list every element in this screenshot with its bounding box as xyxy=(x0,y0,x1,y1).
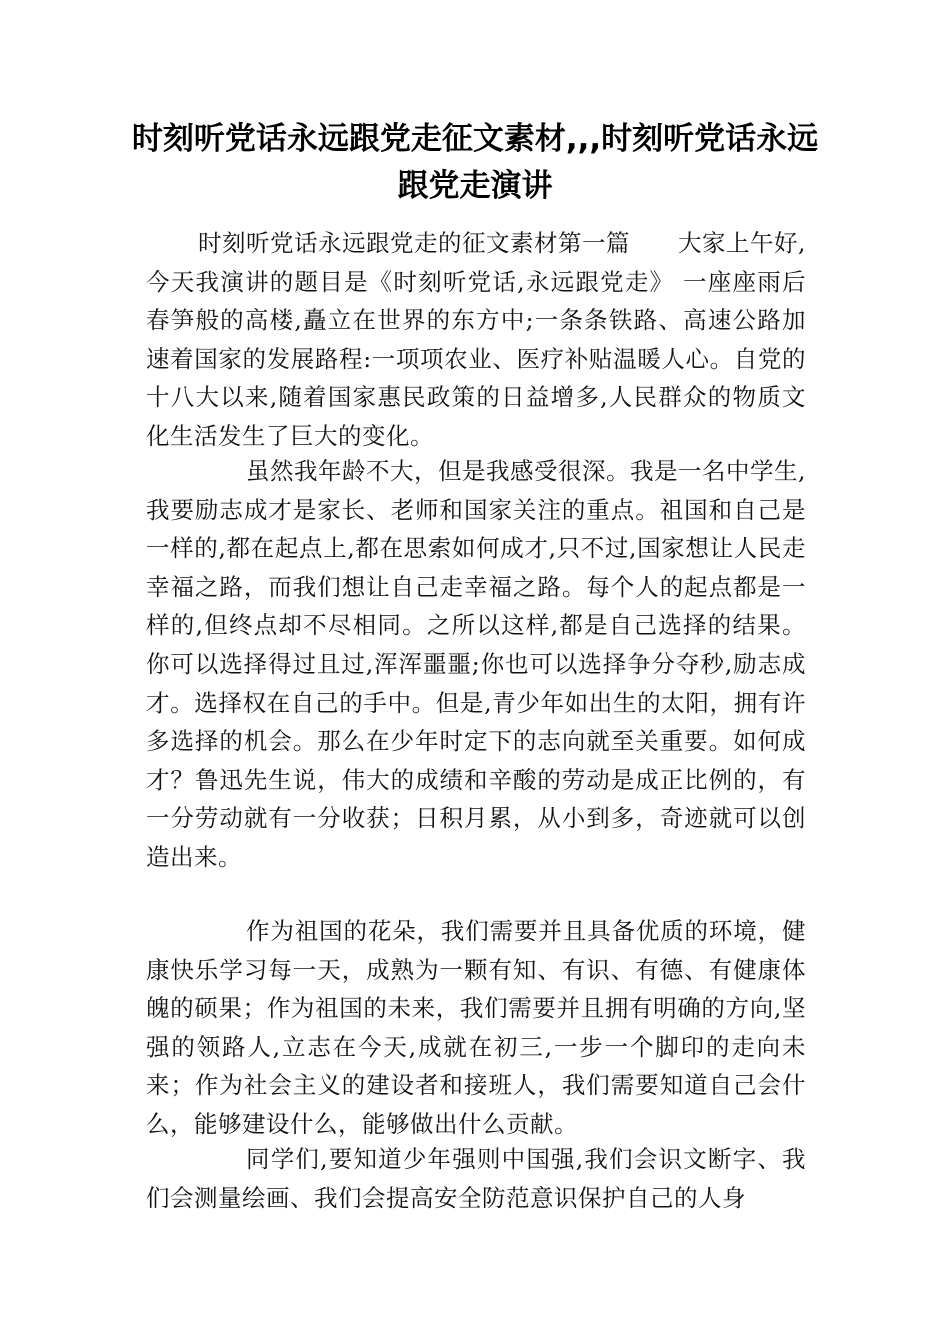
paragraph-3: 作为祖国的花朵，我们需要并且具备优质的环境，健康快乐学习每一天，成熟为一颗有知、有识、有德、有健康体魄的硕果；作为祖国的未来，我们需要并且拥有明确的方向,坚强的领路人,立志在今天,成就在初三,一步一个脚印的走向未来；作为社会主义的建设者和接班人，我们需要知道自己会什么，能够建设什么，能够做出什么贡献。 xyxy=(146,917,806,1138)
paragraph-2: 虽然我年龄不大，但是我感受很深。我是一名中学生,我要励志成才是家长、老师和国家关注的重点。祖国和自己是一样的,都在起点上,都在思索如何成才,只不过,国家想让人民走幸福之路，而我们想让自己走幸福之路。每个人的起点都是一样的,但终点却不尽相同。之所以这样,都是自己选择的结果。你可以选择得过且过,浑浑噩噩;你也可以选择争分夺秒,励志成才。选择权在自己的手中。但是,青少年如出生的太阳，拥有许多选择的机会。那么在少年时定下的志向就至关重要。如何成才？鲁迅先生说，伟大的成绩和辛酸的劳动是成正比例的，有一分劳动就有一分收获；日积月累，从小到多，奇迹就可以创造出来。 xyxy=(146,457,806,871)
paragraph-4: 同学们,要知道少年强则中国强,我们会识文断字、我们会测量绘画、我们会提高安全防范意识保护自己的人身 xyxy=(146,1145,806,1212)
paragraph-1: 时刻听党话永远跟党走的征文素材第一篇 大家上午好,今天我演讲的题目是《时刻听党话,永远跟党走》 一座座雨后春笋般的高楼,矗立在世界的东方中;一条条铁路、高速公路加速着国家的发展路程:一项项农业、医疗补贴温暖人心。自党的十八大以来,随着国家惠民政策的日益增多,人民群众的物质文化生活发生了巨大的变化。 xyxy=(146,229,806,450)
document-title: 时刻听党话永远跟党走征文素材,,,时刻听党话永远跟党走演讲 xyxy=(131,121,819,204)
